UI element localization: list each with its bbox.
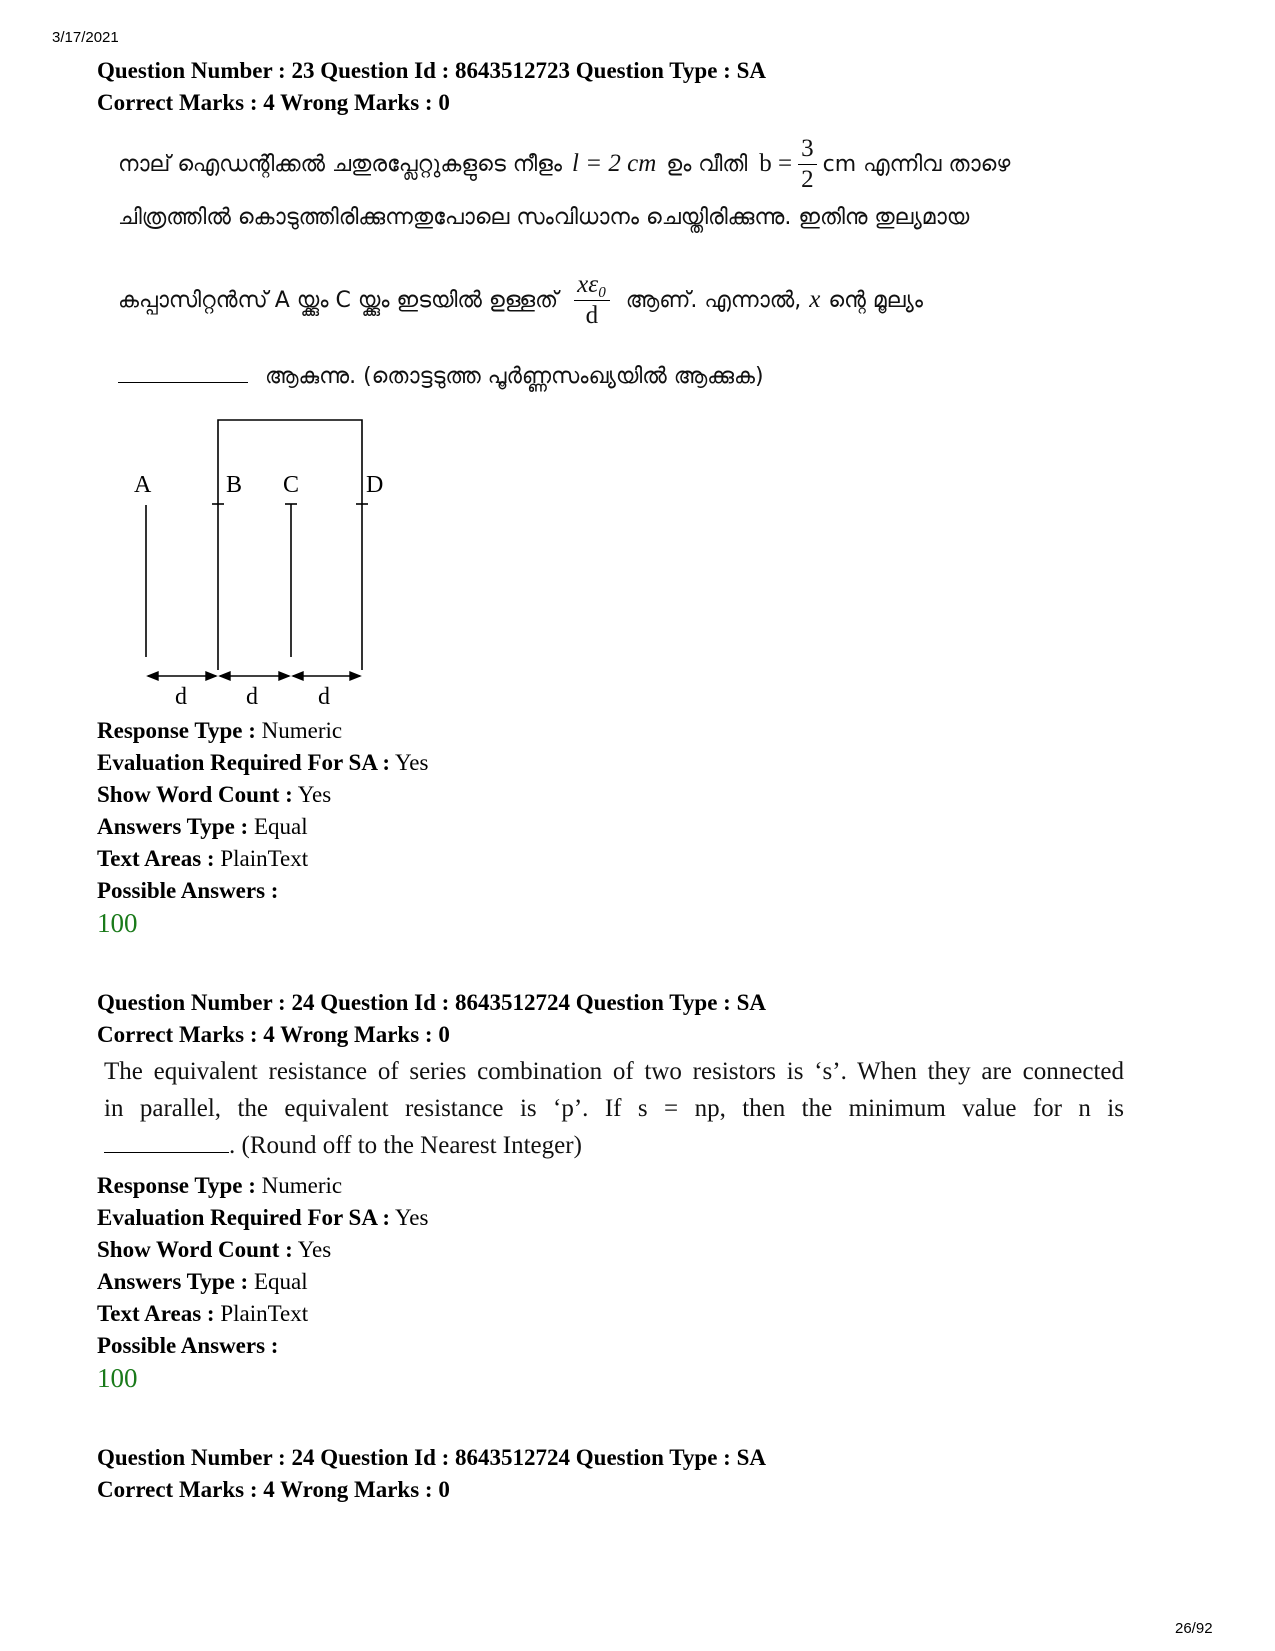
q23-answer: 100: [97, 908, 138, 938]
q24-header-line2: Correct Marks : 4 Wrong Marks : 0: [97, 1022, 450, 1047]
q23-text: ആണ്. എന്നാൽ,: [625, 287, 802, 313]
gap-label-ab: d: [175, 684, 187, 710]
label-d: D: [366, 472, 384, 498]
q23-text: ന്റെ മൂല്യം: [828, 287, 923, 313]
fraction-denominator: d: [585, 301, 599, 329]
label-b: B: [226, 472, 243, 498]
label-c: C: [283, 472, 300, 498]
field-label: Answers Type :: [97, 1269, 249, 1294]
q23-text: ഉം വീതി: [666, 151, 748, 177]
q23-width-fraction: [798, 134, 817, 195]
label-a: A: [134, 472, 152, 498]
gap-label-bc: d: [246, 684, 258, 710]
q24-header-line1: Question Number : 24 Question Id : 8643512724 Question Type : SA: [97, 990, 766, 1015]
capacitor-plates-diagram: [120, 410, 410, 710]
field-label: Answers Type :: [97, 814, 249, 839]
field-label: Show Word Count :: [97, 1237, 293, 1262]
q24-show-word-count: [97, 1233, 331, 1267]
field-value: Yes: [297, 782, 332, 807]
q24-question-line3: [104, 1127, 582, 1165]
field-label: Possible Answers :: [97, 878, 279, 903]
q24-possible-answers-label: [97, 1329, 278, 1363]
field-label: Evaluation Required For SA :: [97, 750, 391, 775]
field-label: Possible Answers :: [97, 1333, 279, 1358]
q24b-header-line2: Correct Marks : 4 Wrong Marks : 0: [97, 1477, 450, 1502]
q23-text-areas: [97, 842, 308, 876]
q23-question-line1: [118, 134, 1011, 193]
q23-answers-type: [97, 810, 308, 844]
field-label: Evaluation Required For SA :: [97, 1205, 391, 1230]
q23-variable-x: x: [809, 286, 821, 313]
field-label: Response Type :: [97, 1173, 256, 1198]
field-value: Equal: [253, 1269, 308, 1294]
q23-text: നാല് ഐഡന്റിക്കൽ ചതുരപ്ലേറ്റുകളുടെ നീളം: [118, 151, 563, 177]
q24-question-line2: in parallel, the equivalent resistance is ‘p’. If s = np, then the minimum value for n is: [104, 1095, 1124, 1122]
field-label: Text Areas :: [97, 846, 215, 871]
q23-text: ആകുന്നു. (തൊട്ടടുത്ത പൂർണ്ണസംഖ്യയിൽ ആക്കുക): [265, 364, 764, 389]
q23-header-line1: Question Number : 23 Question Id : 8643512723 Question Type : SA: [97, 58, 766, 83]
field-value: PlainText: [220, 846, 309, 871]
q23-width-symbol: b =: [759, 150, 793, 177]
q23-text: കപ്പാസിറ്റൻസ് A യ്ക്കും C യ്ക്കും ഇടയിൽ ഉള്ളത്: [118, 287, 559, 313]
q23-show-word-count: [97, 778, 331, 812]
q24-text-areas: [97, 1297, 308, 1331]
q23-capacitance-fraction: [574, 270, 610, 331]
q24-answer: 100: [97, 1363, 138, 1393]
answer-blank: [118, 382, 248, 383]
field-value: Numeric: [261, 718, 343, 743]
q24-response-type: [97, 1169, 342, 1203]
q24-text: . (Round off to the Nearest Integer): [229, 1132, 582, 1159]
q23-possible-answers-label: [97, 874, 278, 908]
field-label: Response Type :: [97, 718, 256, 743]
field-value: Yes: [395, 750, 429, 775]
field-label: Show Word Count :: [97, 782, 293, 807]
fraction-numerator: 3: [798, 134, 817, 165]
field-value: Equal: [253, 814, 308, 839]
q23-header-line2: Correct Marks : 4 Wrong Marks : 0: [97, 90, 450, 115]
q24b-header-line1: Question Number : 24 Question Id : 8643512724 Question Type : SA: [97, 1445, 766, 1470]
q23-text: cm എന്നിവ താഴെ: [822, 151, 1011, 177]
answer-blank: [104, 1152, 229, 1153]
field-value: Yes: [297, 1237, 332, 1262]
q23-question-line2: ചിത്രത്തിൽ കൊടുത്തിരിക്കുന്നതുപോലെ സംവിധാനം ചെയ്തിരിക്കുന്നു. ഇതിനു തുല്യമായ: [118, 205, 970, 230]
print-date: 3/17/2021: [52, 29, 119, 46]
dimension-arrows: [148, 672, 360, 680]
q24-evaluation-required: [97, 1201, 428, 1235]
q24-question-line1: The equivalent resistance of series combination of two resistors is ‘s’. When they are connected: [104, 1058, 1124, 1085]
field-value: PlainText: [220, 1301, 309, 1326]
gap-label-cd: d: [318, 684, 330, 710]
field-value: Yes: [395, 1205, 429, 1230]
field-value: Numeric: [261, 1173, 343, 1198]
q23-question-line4: [118, 364, 764, 389]
q23-evaluation-required: [97, 746, 428, 780]
field-label: Text Areas :: [97, 1301, 215, 1326]
q23-response-type: [97, 714, 342, 748]
q24-answers-type: [97, 1265, 308, 1299]
q23-length-value: l = 2 cm: [572, 150, 657, 177]
fraction-denominator: 2: [801, 165, 814, 193]
q23-question-line3: [118, 268, 923, 332]
fraction-numerator: xε₀: [574, 270, 610, 301]
page-number: 26/92: [1175, 1620, 1213, 1637]
